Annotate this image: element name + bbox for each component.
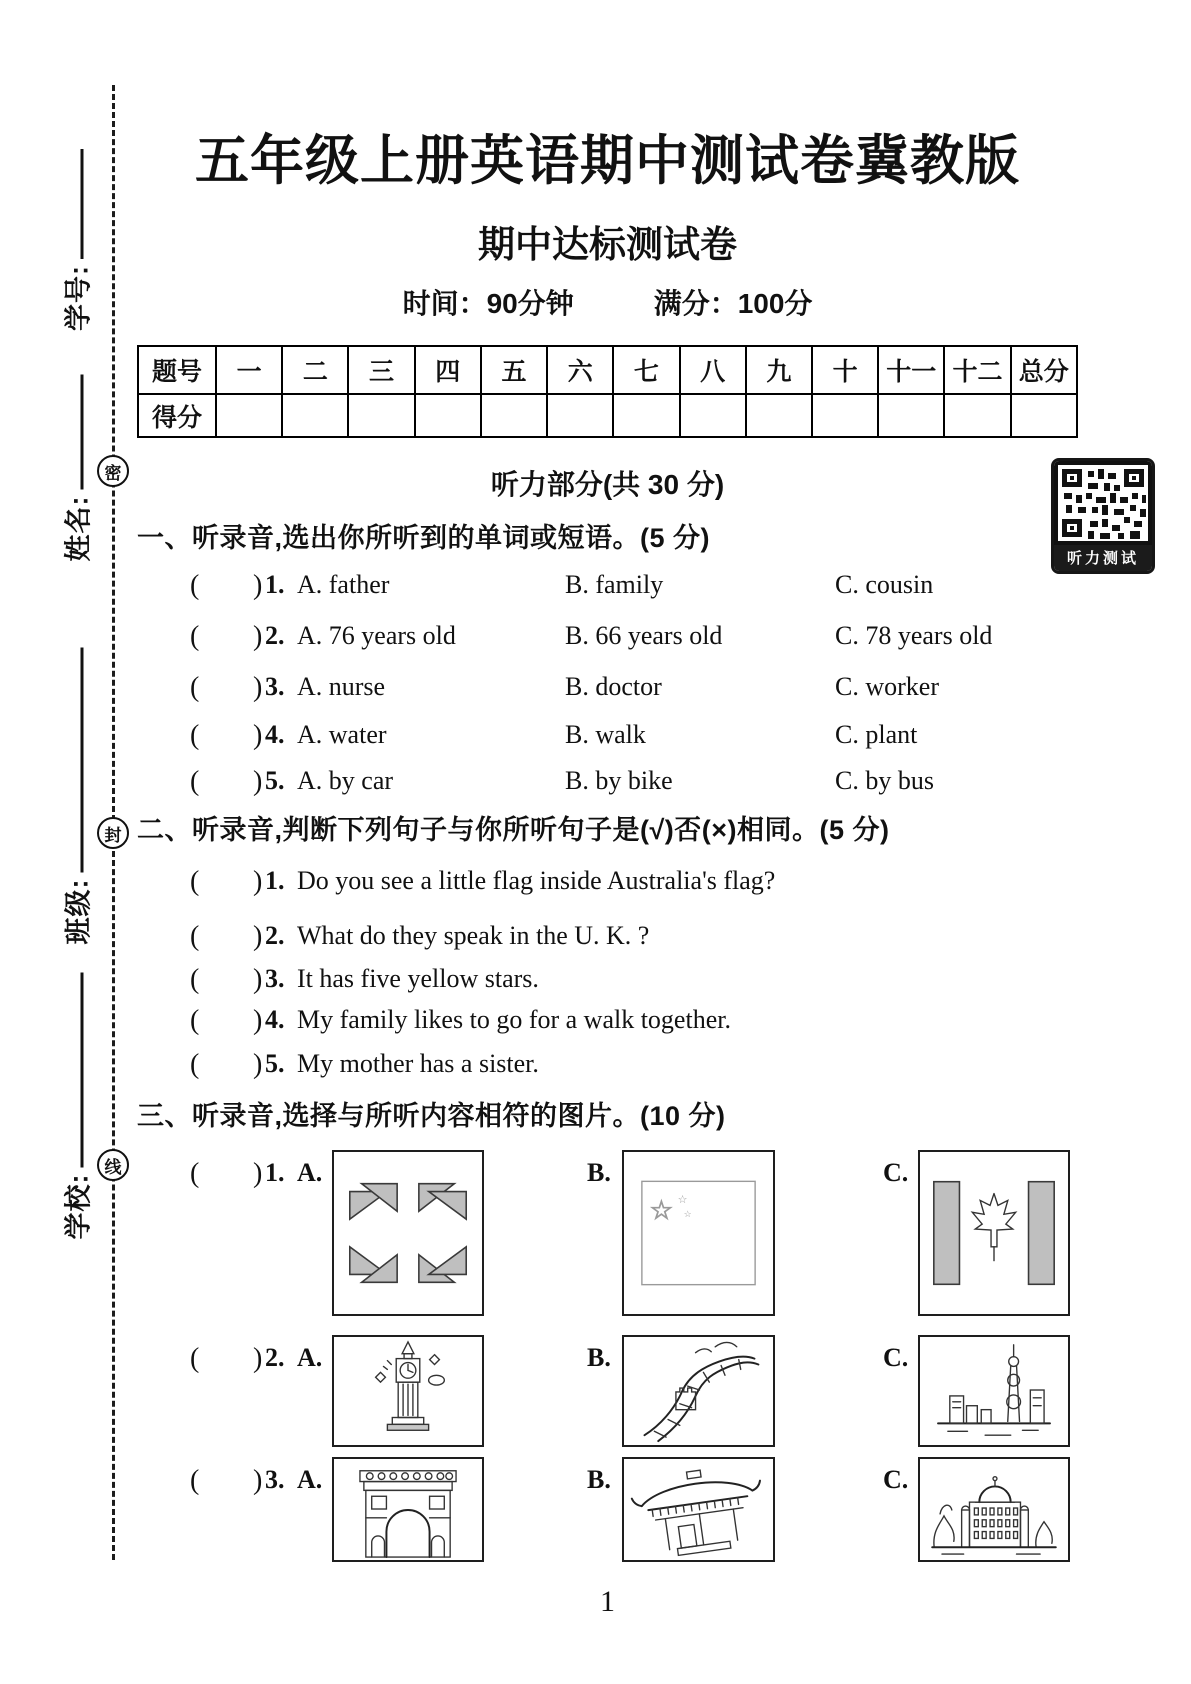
school-field [57, 973, 96, 1240]
score-cell[interactable] [878, 394, 944, 437]
answer-paren-open[interactable]: ( [190, 1343, 200, 1374]
option-c: C. by bus [835, 766, 934, 795]
s1-question-row [135, 766, 1080, 804]
score-table-score-label: 得分 [138, 394, 216, 437]
s2-question-row [135, 866, 1080, 904]
section2-heading: 二、听录音,判断下列句子与你所听句子是(√)否(×)相同。(5 分) [137, 815, 890, 845]
answer-paren-close[interactable]: ) [253, 1158, 263, 1189]
option-letter-c: C. [883, 1158, 909, 1187]
chinese-gate-image [624, 1459, 773, 1560]
seal-char-xian: 线 [97, 1149, 129, 1181]
option-letter-b: B. [587, 1158, 611, 1187]
s1-question-row [135, 570, 1080, 608]
answer-paren-close[interactable]: ) [253, 621, 263, 652]
answer-paren-close[interactable]: ) [253, 1343, 263, 1374]
option-b: B. walk [565, 720, 646, 749]
oriental-pearl-tower-image [920, 1337, 1068, 1445]
domed-palace-image [920, 1459, 1068, 1560]
score-cell[interactable] [481, 394, 547, 437]
option-b: B. by bike [565, 766, 673, 795]
listening-part-title: 听力部分(共 30 分) [490, 469, 725, 500]
student-name-label: 姓名: [63, 495, 94, 562]
score-table-qnum-label: 题号 [138, 346, 216, 394]
question-number: 3. [265, 964, 285, 993]
question-number: 1. [265, 866, 285, 895]
score-cell[interactable] [746, 394, 812, 437]
question-number: 1. [265, 1158, 285, 1187]
col-header: 一 [216, 346, 282, 394]
question-number: 2. [265, 1343, 285, 1372]
answer-paren-open[interactable]: ( [190, 1465, 200, 1496]
picture-option-b[interactable] [622, 1335, 775, 1447]
col-header: 八 [680, 346, 746, 394]
picture-option-a[interactable] [332, 1150, 484, 1316]
seal-char-mi: 密 [97, 455, 129, 487]
answer-paren-open[interactable]: ( [190, 766, 200, 797]
answer-paren-open[interactable]: ( [190, 1049, 200, 1080]
school-blank[interactable] [80, 973, 84, 1168]
option-letter-a: A. [297, 1343, 323, 1372]
option-a: A. nurse [297, 672, 386, 701]
china-flag-image [624, 1152, 773, 1314]
option-a: A. 76 years old [297, 621, 456, 650]
class-field [57, 648, 96, 945]
picture-option-a[interactable] [332, 1457, 484, 1562]
svg-text:☆: ☆ [683, 1209, 692, 1220]
col-header: 四 [415, 346, 481, 394]
option-letter-b: B. [587, 1465, 611, 1494]
option-b: B. 66 years old [565, 621, 723, 650]
picture-option-c[interactable] [918, 1335, 1070, 1447]
question-number: 3. [265, 1465, 285, 1494]
col-header: 九 [746, 346, 812, 394]
answer-paren-open[interactable]: ( [190, 921, 200, 952]
score-cell[interactable] [348, 394, 414, 437]
s2-question-row [135, 1005, 1080, 1043]
col-header: 十 [812, 346, 878, 394]
answer-paren-close[interactable]: ) [253, 964, 263, 995]
col-header: 总分 [1011, 346, 1077, 394]
option-letter-c: C. [883, 1343, 909, 1372]
picture-option-c[interactable] [918, 1457, 1070, 1562]
sentence-text: My family likes to go for a walk together. [297, 1005, 731, 1034]
exam-info-line [135, 282, 1080, 322]
score-cell[interactable] [547, 394, 613, 437]
answer-paren-close[interactable]: ) [253, 570, 263, 601]
option-c: C. plant [835, 720, 918, 749]
student-id-field [57, 149, 96, 331]
picture-option-c[interactable] [918, 1150, 1070, 1316]
sentence-text: What do they speak in the U. K. ? [297, 921, 650, 950]
sentence-text: My mother has a sister. [297, 1049, 539, 1078]
option-letter-a: A. [297, 1465, 323, 1494]
question-number: 5. [265, 1049, 285, 1078]
score-cell[interactable] [944, 394, 1010, 437]
svg-text:☆: ☆ [677, 1194, 688, 1207]
answer-paren-open[interactable]: ( [190, 672, 200, 703]
qr-caption: 听力测试 [1054, 545, 1152, 571]
option-a: A. water [297, 720, 387, 749]
time-limit: 时间：90分钟 [402, 288, 574, 319]
answer-paren-open[interactable]: ( [190, 621, 200, 652]
answer-paren-close[interactable]: ) [253, 1005, 263, 1036]
uk-flag-image [334, 1152, 482, 1314]
student-id-blank[interactable] [80, 149, 84, 259]
score-cell[interactable] [812, 394, 878, 437]
picture-option-b[interactable] [622, 1150, 775, 1316]
big-ben-image [334, 1337, 482, 1445]
option-c: C. cousin [835, 570, 934, 599]
option-a: A. father [297, 570, 390, 599]
answer-paren-close[interactable]: ) [253, 921, 263, 952]
answer-paren-close[interactable]: ) [253, 766, 263, 797]
student-name-blank[interactable] [80, 375, 84, 490]
question-number: 4. [265, 1005, 285, 1034]
section1-heading: 一、听录音,选出你所听到的单词或短语。(5 分) [137, 523, 711, 553]
school-label: 学校: [63, 1173, 94, 1240]
answer-paren-close[interactable]: ) [253, 1465, 263, 1496]
option-c: C. worker [835, 672, 939, 701]
class-blank[interactable] [80, 648, 84, 873]
student-name-field [57, 375, 96, 562]
answer-paren-close[interactable]: ) [253, 1049, 263, 1080]
s2-question-row [135, 1049, 1080, 1087]
answer-paren-close[interactable]: ) [253, 672, 263, 703]
col-header: 十二 [944, 346, 1010, 394]
score-cell[interactable] [282, 394, 348, 437]
option-b: B. doctor [565, 672, 662, 701]
question-number: 2. [265, 621, 285, 650]
picture-option-b[interactable] [622, 1457, 775, 1562]
option-b: B. family [565, 570, 664, 599]
arc-de-triomphe-image [334, 1459, 482, 1560]
student-id-label: 学号: [63, 265, 94, 331]
option-c: C. 78 years old [835, 621, 993, 650]
page-title: 五年级上册英语期中测试卷冀教版 [195, 131, 1020, 191]
question-number: 1. [265, 570, 285, 599]
col-header: 七 [613, 346, 679, 394]
s3-picture-row [135, 1457, 1080, 1564]
option-letter-a: A. [297, 1158, 323, 1187]
col-header: 十一 [878, 346, 944, 394]
score-table [137, 345, 1078, 438]
question-number: 4. [265, 720, 285, 749]
question-number: 3. [265, 672, 285, 701]
class-label: 班级: [63, 878, 94, 945]
s2-question-row [135, 964, 1080, 1002]
great-wall-image [624, 1337, 773, 1445]
col-header: 五 [481, 346, 547, 394]
answer-paren-open[interactable]: ( [190, 570, 200, 601]
answer-paren-close[interactable]: ) [253, 720, 263, 751]
answer-paren-open[interactable]: ( [190, 720, 200, 751]
answer-paren-open[interactable]: ( [190, 866, 200, 897]
s1-question-row [135, 672, 1080, 710]
full-score: 满分：100分 [653, 288, 813, 319]
score-cell[interactable] [613, 394, 679, 437]
s3-picture-row [135, 1150, 1080, 1318]
s2-question-row [135, 921, 1080, 959]
s1-question-row [135, 720, 1080, 758]
page-number: 1 [600, 1585, 615, 1618]
option-a: A. by car [297, 766, 394, 795]
answer-paren-open[interactable]: ( [190, 1005, 200, 1036]
question-number: 2. [265, 921, 285, 950]
answer-paren-open[interactable]: ( [190, 964, 200, 995]
section3-heading: 三、听录音,选择与所听内容相符的图片。(10 分) [137, 1101, 726, 1131]
col-header: 六 [547, 346, 613, 394]
option-letter-c: C. [883, 1465, 909, 1494]
score-cell[interactable] [1011, 394, 1077, 437]
score-cell[interactable] [415, 394, 481, 437]
seal-char-feng: 封 [97, 817, 129, 849]
question-number: 5. [265, 766, 285, 795]
s3-picture-row [135, 1335, 1080, 1449]
exam-subtitle: 期中达标测试卷 [478, 224, 737, 265]
canada-flag-image [920, 1152, 1068, 1314]
col-header: 二 [282, 346, 348, 394]
option-letter-b: B. [587, 1343, 611, 1372]
score-cell[interactable] [216, 394, 282, 437]
picture-option-a[interactable] [332, 1335, 484, 1447]
answer-paren-open[interactable]: ( [190, 1158, 200, 1189]
col-header: 三 [348, 346, 414, 394]
sentence-text: It has five yellow stars. [297, 964, 539, 993]
exam-content [135, 0, 1080, 1684]
sentence-text: Do you see a little flag inside Australia's flag? [297, 866, 776, 895]
s1-question-row [135, 621, 1080, 659]
answer-paren-close[interactable]: ) [253, 866, 263, 897]
svg-text:☆: ☆ [649, 1196, 673, 1226]
score-cell[interactable] [680, 394, 746, 437]
